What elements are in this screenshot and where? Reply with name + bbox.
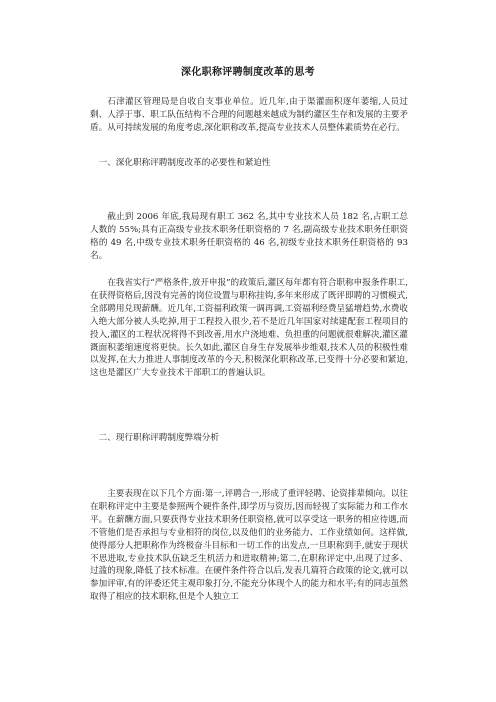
intro-paragraph: 石津灌区管理局是自收自支事业单位。近几年,由于渠灌面积逐年萎缩,人员过剩、人浮于事、职工队伍结构不合理的问题越来越成为制约灌区生存和发展的主要矛盾。从可持续发展的角度考虑,深化职称改革,提高专业技术人员整体素质势在必行。 bbox=[90, 97, 408, 133]
section1-heading: 一、深化职称评聘制度改革的必要性和紧迫性 bbox=[98, 158, 271, 168]
section2-heading: 二、现行职称评聘制度弊端分析 bbox=[98, 433, 219, 443]
section1-paragraph-1: 截止到 2006 年底,我局现有职工 362 名,其中专业技术人员 182 名,占职工总人数的 55%;具有正高级专业技术职务任职资格的 7 名,副高级专业技术职务任职资格的 49 名,中级专业技术职务任职资格的 46 名,初级专业技术职务任职资格的 93 名。 bbox=[90, 212, 408, 261]
document-title: 深化职称评聘制度改革的思考 bbox=[181, 67, 315, 78]
section2-paragraph-1: 主要表现在以下几个方面:第一,评聘合一,形成了重评轻聘、论资排辈倾向。以往在职称评定中主要是参照两个硬件条件,即学历与资历,因而轻视了实际能力和工作水平。在薪酬方面,只要获得专业技术职务任职资格,就可以享受这一职务的相应待遇,而不管他们是否承担与专业相符的岗位,以及他们的业务能力、工作业绩如何。这样做,使得部分人把职称作为终极奋斗目标和一切工作的出发点,一旦职称到手,就安于现状不思进取,专业技术队伍缺乏生机活力和进取精神;第二,在职称评定中,出现了过多、过滥的现象,降低了技术标准。在硬件条件符合以后,发表几篇符合政策的论文,就可以参加评审,有的评委还凭主观印象打分,不能充分体现个人的能力和水平;有的同志虽然取得了相应的技术职称,但是个人独立工 bbox=[90, 489, 408, 603]
section1-paragraph-2: 在我省实行“严格条件,放开申报”的政策后,灌区每年都有符合职称申报条件职工,在获得资格后,因没有完善的岗位设置与职称挂钩,多年来形成了既评即聘的习惯模式,全部聘用兑现薪酬。近几年,工资福利政策一调再调,工资福利经费呈猛增趋势,水费收入绝大部分被人头吃掉,用于工程投入很少,若不是近几年国家对续建配套工程项目的投入,灌区的工程状况将得不到改善,用水户浇地难、负担重的问题就很难解决,灌区灌溉面积萎缩速度将更快。长久如此,灌区自身生存发展举步维艰,技术人员的积极性难以发挥,在大力推进人事制度改革的今天,积极深化职称改革,已变得十分必要和紧迫,这也是灌区广大专业技术干部职工的普遍认识。 bbox=[90, 278, 408, 379]
